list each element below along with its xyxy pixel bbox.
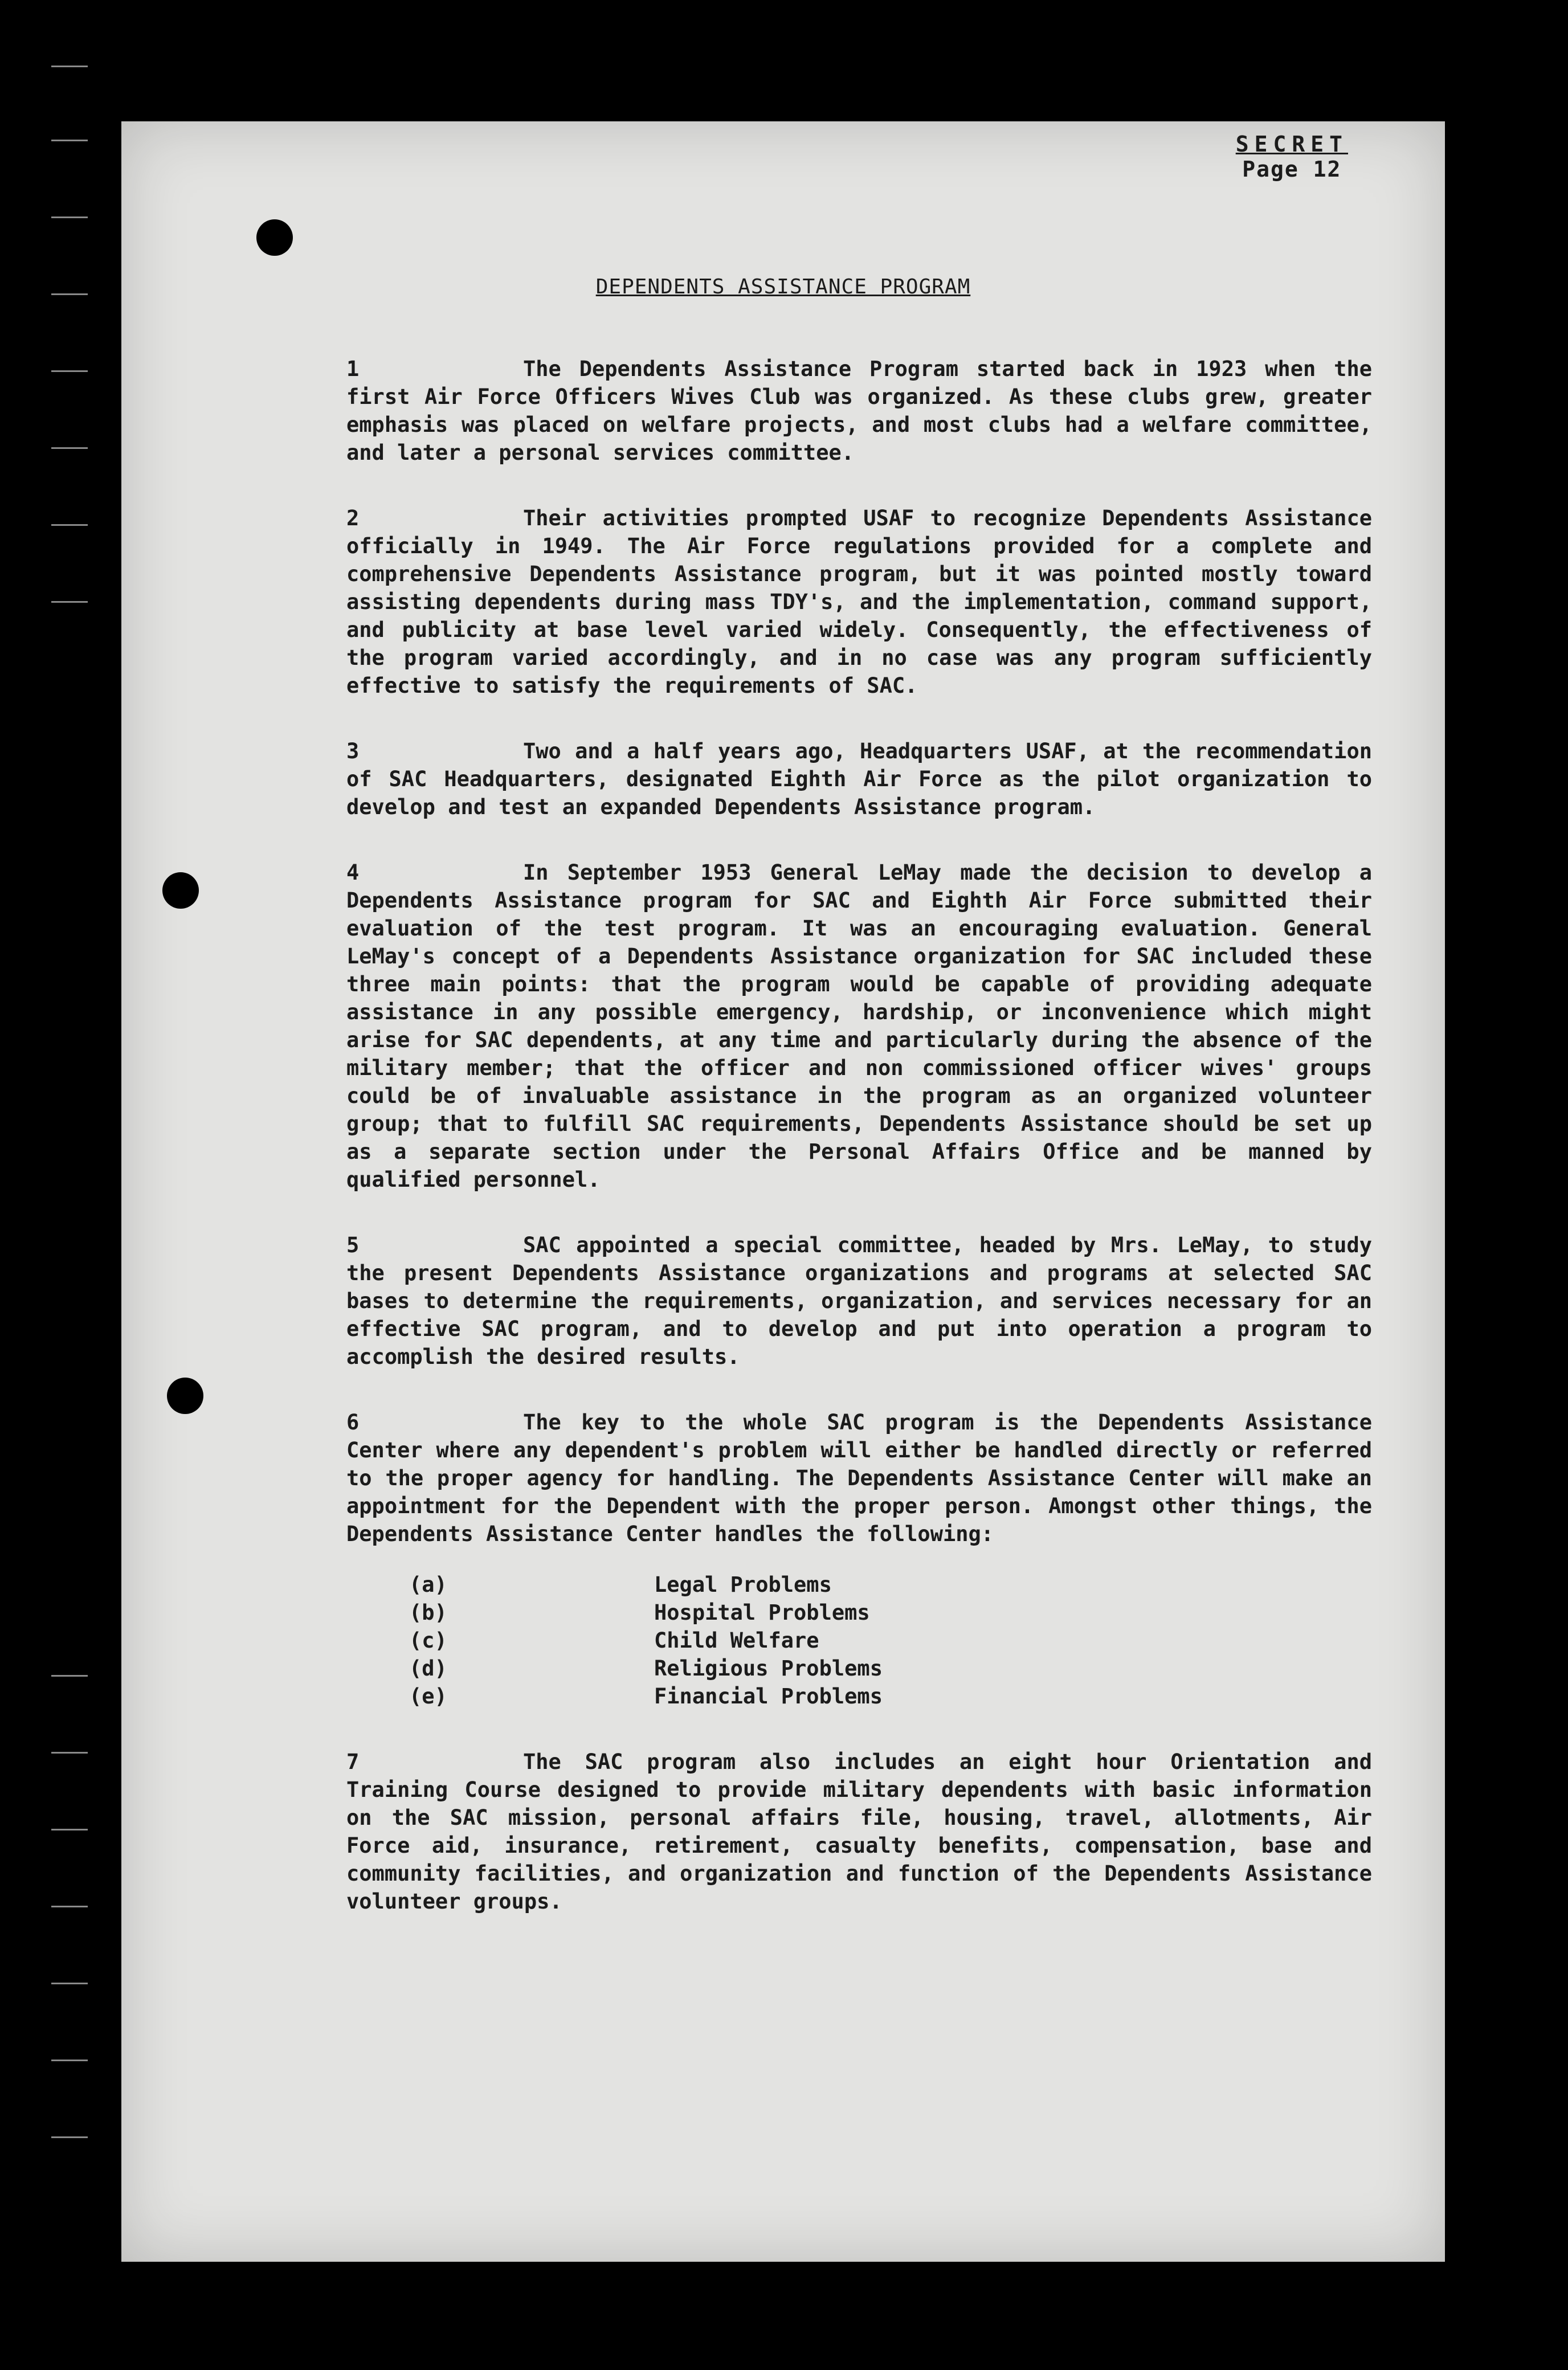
paragraph-number: 1 xyxy=(346,357,360,381)
film-edge-mark xyxy=(51,216,88,218)
film-edge-mark xyxy=(51,2136,88,2138)
list-item-text: Legal Problems xyxy=(654,1572,832,1597)
paragraph-number: 4 xyxy=(346,860,360,885)
list-item xyxy=(346,1599,1372,1627)
paragraph-text: SAC appointed a special committee, headed by Mrs. LeMay, to study the present Dependents Assistance organizations and programs at selected SAC bases to determine the requirements, organization, and services necessary for an effective SAC program, and to develop and put into operation a program to accomplish the desired results. xyxy=(346,1233,1372,1369)
film-edge-mark xyxy=(51,1675,88,1677)
paragraph-4 xyxy=(346,859,1372,1194)
paragraph-text: The key to the whole SAC program is the Dependents Assistance Center where any dependent's problem will either be handled directly or referred to the proper agency for handling. The Dependents Assistance Center will make an appointment for the Dependent with the proper person. Amongst other things, the Dependents Assistance Center handles the following: xyxy=(346,1410,1372,1546)
page-number: Page 12 xyxy=(1242,157,1342,182)
paragraph-5 xyxy=(346,1231,1372,1371)
paragraph-6 xyxy=(346,1408,1372,1548)
paragraph-text: Their activities prompted USAF to recognize Dependents Assistance officially in 1949. The Air Force regulations provided for a complete and comprehensive Dependents Assistance program, but it was pointed mostly toward assisting dependents during mass TDY's, and the implementation, command support, and publicity at base level varied widely. Consequently, the effectiveness of the program varied accordingly, and in no case was any program sufficiently effective to satisfy the requirements of SAC. xyxy=(346,506,1372,698)
film-edge-mark xyxy=(51,1983,88,1984)
paragraph-number: 5 xyxy=(346,1233,360,1257)
list-item-label: (b) xyxy=(409,1600,447,1625)
list-item xyxy=(346,1654,1372,1682)
punch-hole-bottom xyxy=(167,1378,203,1414)
list-item-text: Hospital Problems xyxy=(654,1600,870,1625)
page-header xyxy=(1236,132,1348,182)
list-item-label: (e) xyxy=(409,1684,447,1709)
film-edge-mark xyxy=(51,524,88,526)
paragraph-text: The Dependents Assistance Program started back in 1923 when the first Air Force Officers Wives Club was organized. As these clubs grew, greater emphasis was placed on welfare projects, and most clubs had a welfare committee, and later a personal services committee. xyxy=(346,357,1372,465)
film-edge-mark xyxy=(51,66,88,67)
list-item xyxy=(346,1682,1372,1710)
list-item xyxy=(346,1627,1372,1654)
film-edge-mark xyxy=(51,1906,88,1907)
document-title: DEPENDENTS ASSISTANCE PROGRAM xyxy=(595,275,971,299)
list-item-text: Child Welfare xyxy=(654,1628,819,1653)
paragraph-2 xyxy=(346,504,1372,700)
problem-list xyxy=(346,1571,1372,1710)
list-item-label: (a) xyxy=(409,1572,447,1597)
paragraph-1 xyxy=(346,355,1372,467)
paragraph-number: 3 xyxy=(346,739,360,763)
document-page xyxy=(121,121,1445,2262)
paragraph-number: 6 xyxy=(346,1410,360,1435)
film-edge-mark xyxy=(51,1752,88,1754)
paragraph-3 xyxy=(346,737,1372,821)
document-body xyxy=(346,355,1372,1953)
paragraph-text: The SAC program also includes an eight hour Orientation and Training Course designed to provide military dependents with basic information on the SAC mission, personal affairs file, housing, travel, allotments, Air Force aid, insurance, retirement, casualty benefits, compensation, base and community facilities, and organization and function of the Dependents Assistance volunteer groups. xyxy=(346,1750,1372,1914)
paragraph-7 xyxy=(346,1748,1372,1915)
punch-hole-top xyxy=(256,219,293,256)
film-edge-mark xyxy=(51,140,88,141)
film-edge-mark xyxy=(51,2060,88,2061)
paragraph-text: In September 1953 General LeMay made the decision to develop a Dependents Assistance program for SAC and Eighth Air Force submitted their evaluation of the test program. It was an encouraging evaluation. General LeMay's concept of a Dependents Assistance organization for SAC included these three main points: that the program would be capable of providing adequate assistance in any possible emergency, hardship, or inconvenience which might arise for SAC dependents, at any time and particularly during the absence of the military member; that the officer and non commissioned officer wives' groups could be of invaluable assistance in the program as an organized volunteer group; that to fulfill SAC requirements, Dependents Assistance should be set up as a separate section under the Personal Affairs Office and be manned by qualified personnel. xyxy=(346,860,1372,1192)
paragraph-number: 2 xyxy=(346,506,360,530)
paragraph-number: 7 xyxy=(346,1750,360,1774)
list-item-text: Religious Problems xyxy=(654,1656,883,1681)
film-edge-mark xyxy=(51,370,88,372)
list-item-label: (d) xyxy=(409,1656,447,1681)
film-edge-mark xyxy=(51,447,88,449)
classification-marking: SECRET xyxy=(1235,132,1348,157)
list-item-text: Financial Problems xyxy=(654,1684,883,1709)
list-item-label: (c) xyxy=(409,1628,447,1653)
film-edge-mark xyxy=(51,1829,88,1830)
list-item xyxy=(346,1571,1372,1599)
punch-hole-middle xyxy=(162,872,199,909)
film-edge-mark xyxy=(51,601,88,603)
film-edge-mark xyxy=(51,293,88,295)
paragraph-text: Two and a half years ago, Headquarters USAF, at the recommendation of SAC Headquarters, designated Eighth Air Force as the pilot organization to develop and test an expanded Dependents Assistance program. xyxy=(346,739,1372,819)
